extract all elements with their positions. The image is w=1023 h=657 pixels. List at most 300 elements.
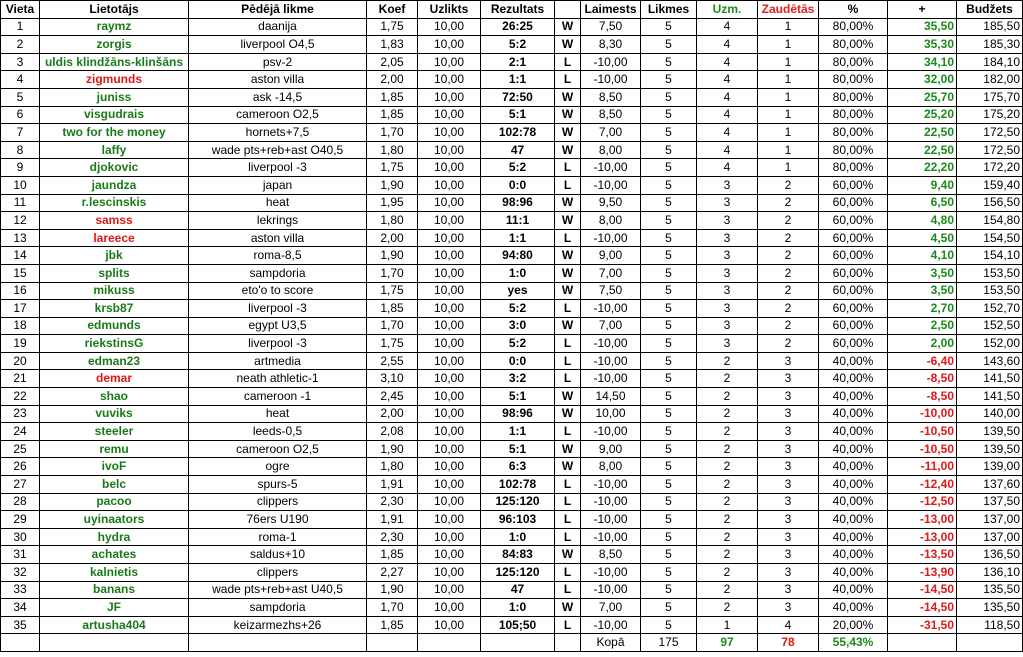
user-cell: kalnietis — [40, 564, 189, 582]
col-header-vieta[interactable]: Vieta — [1, 1, 40, 19]
bet-cell: spurs-5 — [189, 476, 367, 494]
uzlikts-cell: 10,00 — [418, 53, 481, 71]
table-row — [1, 159, 1023, 177]
plus-cell: -31,50 — [888, 616, 957, 634]
likmes-cell: 5 — [641, 581, 697, 599]
vieta-cell: 1 — [1, 18, 40, 36]
likmes-cell: 5 — [641, 528, 697, 546]
uzm-cell: 2 — [697, 564, 758, 582]
totals-empty-cell — [888, 634, 957, 652]
plus-cell: 35,50 — [888, 18, 957, 36]
budzets-cell: 172,50 — [957, 141, 1023, 159]
zaudetas-cell: 2 — [758, 264, 819, 282]
zaudetas-cell: 3 — [758, 352, 819, 370]
table-row — [1, 212, 1023, 230]
plus-cell: 4,10 — [888, 247, 957, 265]
koef-cell: 2,45 — [367, 388, 418, 406]
budzets-cell: 139,00 — [957, 458, 1023, 476]
koef-cell: 1,75 — [367, 159, 418, 177]
bet-cell: neath athletic-1 — [189, 370, 367, 388]
budzets-cell: 154,50 — [957, 229, 1023, 247]
col-header-koef[interactable]: Koef — [367, 1, 418, 19]
uzm-cell: 3 — [697, 247, 758, 265]
vieta-cell: 28 — [1, 493, 40, 511]
result-cell: 1:0 — [481, 264, 555, 282]
bet-cell: clippers — [189, 493, 367, 511]
uzlikts-cell: 10,00 — [418, 176, 481, 194]
plus-cell: -12,50 — [888, 493, 957, 511]
plus-cell: 3,50 — [888, 282, 957, 300]
vieta-cell: 32 — [1, 564, 40, 582]
zaudetas-cell: 1 — [758, 88, 819, 106]
zaudetas-cell: 2 — [758, 300, 819, 318]
col-header-pedeja-likme[interactable]: Pēdējā likme — [189, 1, 367, 19]
percent-cell: 40,00% — [819, 405, 888, 423]
uzlikts-cell: 10,00 — [418, 264, 481, 282]
uzlikts-cell: 10,00 — [418, 282, 481, 300]
budzets-cell: 140,00 — [957, 405, 1023, 423]
col-header-budzets[interactable]: Budžets — [957, 1, 1023, 19]
table-row — [1, 264, 1023, 282]
likmes-cell: 5 — [641, 176, 697, 194]
vieta-cell: 11 — [1, 194, 40, 212]
percent-cell: 80,00% — [819, 53, 888, 71]
laimests-cell: -10,00 — [581, 335, 641, 353]
result-cell: 102:78 — [481, 124, 555, 142]
win-loss-cell: L — [555, 564, 581, 582]
user-cell: zigmunds — [40, 71, 189, 89]
totals-zaudetas: 78 — [758, 634, 819, 652]
result-cell: 5:1 — [481, 106, 555, 124]
win-loss-cell: W — [555, 194, 581, 212]
vieta-cell: 25 — [1, 440, 40, 458]
koef-cell: 2,00 — [367, 229, 418, 247]
table-row — [1, 53, 1023, 71]
laimests-cell: -10,00 — [581, 71, 641, 89]
win-loss-cell: W — [555, 440, 581, 458]
win-loss-cell: W — [555, 124, 581, 142]
user-cell: mikuss — [40, 282, 189, 300]
user-cell: edman23 — [40, 352, 189, 370]
table-row — [1, 511, 1023, 529]
plus-cell: -13,00 — [888, 528, 957, 546]
percent-cell: 80,00% — [819, 71, 888, 89]
likmes-cell: 5 — [641, 18, 697, 36]
zaudetas-cell: 3 — [758, 599, 819, 617]
totals-likmes: 175 — [641, 634, 697, 652]
col-header-zaudetas[interactable]: Zaudētās — [758, 1, 819, 19]
bet-cell: artmedia — [189, 352, 367, 370]
zaudetas-cell: 2 — [758, 194, 819, 212]
laimests-cell: -10,00 — [581, 476, 641, 494]
table-row — [1, 423, 1023, 441]
header-row — [1, 1, 1023, 19]
likmes-cell: 5 — [641, 106, 697, 124]
bet-cell: cameroon O2,5 — [189, 106, 367, 124]
plus-cell: -8,50 — [888, 388, 957, 406]
uzm-cell: 3 — [697, 264, 758, 282]
user-cell: JF — [40, 599, 189, 617]
budzets-cell: 153,50 — [957, 264, 1023, 282]
totals-label: Kopā — [581, 634, 641, 652]
zaudetas-cell: 2 — [758, 247, 819, 265]
vieta-cell: 17 — [1, 300, 40, 318]
koef-cell: 1,85 — [367, 546, 418, 564]
zaudetas-cell: 2 — [758, 282, 819, 300]
user-cell: raymz — [40, 18, 189, 36]
user-cell: lareece — [40, 229, 189, 247]
user-cell: remu — [40, 440, 189, 458]
result-cell: 47 — [481, 141, 555, 159]
koef-cell: 1,85 — [367, 88, 418, 106]
win-loss-cell: L — [555, 71, 581, 89]
bet-cell: ask -14,5 — [189, 88, 367, 106]
vieta-cell: 16 — [1, 282, 40, 300]
vieta-cell: 18 — [1, 317, 40, 335]
table-row — [1, 564, 1023, 582]
laimests-cell: 9,50 — [581, 194, 641, 212]
budzets-cell: 184,10 — [957, 53, 1023, 71]
likmes-cell: 5 — [641, 511, 697, 529]
plus-cell: -10,00 — [888, 405, 957, 423]
uzm-cell: 4 — [697, 124, 758, 142]
uzlikts-cell: 10,00 — [418, 229, 481, 247]
uzm-cell: 4 — [697, 53, 758, 71]
koef-cell: 2,30 — [367, 528, 418, 546]
table-row — [1, 247, 1023, 265]
zaudetas-cell: 2 — [758, 229, 819, 247]
totals-empty-cell — [367, 634, 418, 652]
bet-cell: lekrings — [189, 212, 367, 230]
uzlikts-cell: 10,00 — [418, 581, 481, 599]
budzets-cell: 141,50 — [957, 388, 1023, 406]
likmes-cell: 5 — [641, 212, 697, 230]
uzm-cell: 2 — [697, 352, 758, 370]
result-cell: 0:0 — [481, 352, 555, 370]
uzm-cell: 2 — [697, 423, 758, 441]
budzets-cell: 152,50 — [957, 317, 1023, 335]
vieta-cell: 6 — [1, 106, 40, 124]
likmes-cell: 5 — [641, 264, 697, 282]
table-row — [1, 141, 1023, 159]
laimests-cell: 8,00 — [581, 141, 641, 159]
percent-cell: 60,00% — [819, 317, 888, 335]
laimests-cell: 9,00 — [581, 247, 641, 265]
col-header-percent[interactable]: % — [819, 1, 888, 19]
likmes-cell: 5 — [641, 282, 697, 300]
uzm-cell: 3 — [697, 317, 758, 335]
plus-cell: -13,50 — [888, 546, 957, 564]
likmes-cell: 5 — [641, 194, 697, 212]
table-row — [1, 458, 1023, 476]
user-cell: splits — [40, 264, 189, 282]
likmes-cell: 5 — [641, 423, 697, 441]
budzets-cell: 136,50 — [957, 546, 1023, 564]
uzlikts-cell: 10,00 — [418, 71, 481, 89]
vieta-cell: 7 — [1, 124, 40, 142]
percent-cell: 40,00% — [819, 388, 888, 406]
koef-cell: 1,91 — [367, 511, 418, 529]
uzlikts-cell: 10,00 — [418, 440, 481, 458]
koef-cell: 1,90 — [367, 247, 418, 265]
vieta-cell: 13 — [1, 229, 40, 247]
budzets-cell: 118,50 — [957, 616, 1023, 634]
budzets-cell: 182,00 — [957, 71, 1023, 89]
win-loss-cell: L — [555, 493, 581, 511]
laimests-cell: -10,00 — [581, 511, 641, 529]
result-cell: 1:0 — [481, 528, 555, 546]
vieta-cell: 30 — [1, 528, 40, 546]
uzm-cell: 2 — [697, 458, 758, 476]
percent-cell: 60,00% — [819, 212, 888, 230]
plus-cell: -14,50 — [888, 599, 957, 617]
likmes-cell: 5 — [641, 229, 697, 247]
laimests-cell: 7,50 — [581, 282, 641, 300]
uzm-cell: 2 — [697, 388, 758, 406]
uzm-cell: 3 — [697, 194, 758, 212]
percent-cell: 20,00% — [819, 616, 888, 634]
uzlikts-cell: 10,00 — [418, 141, 481, 159]
percent-cell: 60,00% — [819, 335, 888, 353]
percent-cell: 80,00% — [819, 18, 888, 36]
zaudetas-cell: 3 — [758, 564, 819, 582]
percent-cell: 60,00% — [819, 176, 888, 194]
plus-cell: -12,40 — [888, 476, 957, 494]
uzm-cell: 4 — [697, 18, 758, 36]
laimests-cell: -10,00 — [581, 423, 641, 441]
plus-cell: -10,50 — [888, 440, 957, 458]
result-cell: 84:83 — [481, 546, 555, 564]
percent-cell: 40,00% — [819, 581, 888, 599]
koef-cell: 1,83 — [367, 36, 418, 54]
col-header-uzlikts[interactable]: Uzlikts — [418, 1, 481, 19]
percent-cell: 60,00% — [819, 300, 888, 318]
win-loss-cell: W — [555, 88, 581, 106]
col-header-lietotajs[interactable]: Lietotājs — [40, 1, 189, 19]
percent-cell: 60,00% — [819, 229, 888, 247]
budzets-cell: 153,50 — [957, 282, 1023, 300]
bet-cell: psv-2 — [189, 53, 367, 71]
result-cell: 94:80 — [481, 247, 555, 265]
budzets-cell: 141,50 — [957, 370, 1023, 388]
table-row — [1, 616, 1023, 634]
uzlikts-cell: 10,00 — [418, 352, 481, 370]
result-cell: 5:1 — [481, 440, 555, 458]
laimests-cell: 8,50 — [581, 106, 641, 124]
vieta-cell: 27 — [1, 476, 40, 494]
budzets-cell: 137,60 — [957, 476, 1023, 494]
result-cell: 6:3 — [481, 458, 555, 476]
result-cell: 2:1 — [481, 53, 555, 71]
plus-cell: -8,50 — [888, 370, 957, 388]
vieta-cell: 8 — [1, 141, 40, 159]
user-cell: r.lescinskis — [40, 194, 189, 212]
percent-cell: 80,00% — [819, 88, 888, 106]
col-header-uzm[interactable]: Uzm. — [697, 1, 758, 19]
percent-cell: 60,00% — [819, 247, 888, 265]
plus-cell: 2,50 — [888, 317, 957, 335]
user-cell: visgudrais — [40, 106, 189, 124]
plus-cell: 2,70 — [888, 300, 957, 318]
likmes-cell: 5 — [641, 53, 697, 71]
plus-cell: 32,00 — [888, 71, 957, 89]
win-loss-cell: L — [555, 528, 581, 546]
plus-cell: 6,50 — [888, 194, 957, 212]
uzm-cell: 3 — [697, 282, 758, 300]
budzets-cell: 139,50 — [957, 423, 1023, 441]
win-loss-cell: W — [555, 106, 581, 124]
uzlikts-cell: 10,00 — [418, 194, 481, 212]
table-row — [1, 229, 1023, 247]
koef-cell: 1,85 — [367, 616, 418, 634]
result-cell: 102:78 — [481, 476, 555, 494]
uzlikts-cell: 10,00 — [418, 546, 481, 564]
vieta-cell: 9 — [1, 159, 40, 177]
uzlikts-cell: 10,00 — [418, 18, 481, 36]
uzlikts-cell: 10,00 — [418, 317, 481, 335]
vieta-cell: 33 — [1, 581, 40, 599]
totals-empty-cell — [189, 634, 367, 652]
totals-percent: 55,43% — [819, 634, 888, 652]
result-cell: 5:2 — [481, 300, 555, 318]
bet-cell: egypt U3,5 — [189, 317, 367, 335]
result-cell: 1:1 — [481, 229, 555, 247]
likmes-cell: 5 — [641, 370, 697, 388]
budzets-cell: 152,00 — [957, 335, 1023, 353]
koef-cell: 1,95 — [367, 194, 418, 212]
koef-cell: 1,80 — [367, 141, 418, 159]
laimests-cell: -10,00 — [581, 493, 641, 511]
koef-cell: 1,90 — [367, 176, 418, 194]
user-cell: hydra — [40, 528, 189, 546]
table-row — [1, 581, 1023, 599]
user-cell: belc — [40, 476, 189, 494]
col-header-likmes[interactable]: Likmes — [641, 1, 697, 19]
bet-cell: saldus+10 — [189, 546, 367, 564]
vieta-cell: 21 — [1, 370, 40, 388]
zaudetas-cell: 3 — [758, 493, 819, 511]
koef-cell: 2,08 — [367, 423, 418, 441]
bet-cell: keizarmezhs+26 — [189, 616, 367, 634]
plus-cell: 34,10 — [888, 53, 957, 71]
result-cell: 1:1 — [481, 71, 555, 89]
plus-cell: -13,00 — [888, 511, 957, 529]
zaudetas-cell: 1 — [758, 141, 819, 159]
col-header-rezultats[interactable]: Rezultats — [481, 1, 555, 19]
plus-cell: -6,40 — [888, 352, 957, 370]
win-loss-cell: W — [555, 317, 581, 335]
uzm-cell: 2 — [697, 581, 758, 599]
col-header-laimests[interactable]: Laimests — [581, 1, 641, 19]
bet-cell: cameroon O2,5 — [189, 440, 367, 458]
bet-cell: sampdoria — [189, 599, 367, 617]
result-cell: 5:2 — [481, 36, 555, 54]
likmes-cell: 5 — [641, 388, 697, 406]
table-row — [1, 88, 1023, 106]
likmes-cell: 5 — [641, 599, 697, 617]
uzm-cell: 4 — [697, 71, 758, 89]
uzlikts-cell: 10,00 — [418, 212, 481, 230]
bet-cell: leeds-0,5 — [189, 423, 367, 441]
percent-cell: 40,00% — [819, 476, 888, 494]
totals-empty-cell — [957, 634, 1023, 652]
percent-cell: 80,00% — [819, 124, 888, 142]
likmes-cell: 5 — [641, 352, 697, 370]
win-loss-cell: L — [555, 581, 581, 599]
result-cell: 98:96 — [481, 405, 555, 423]
uzlikts-cell: 10,00 — [418, 423, 481, 441]
koef-cell: 1,75 — [367, 18, 418, 36]
koef-cell: 1,70 — [367, 264, 418, 282]
zaudetas-cell: 1 — [758, 18, 819, 36]
table-row — [1, 36, 1023, 54]
plus-cell: 22,50 — [888, 141, 957, 159]
vieta-cell: 12 — [1, 212, 40, 230]
likmes-cell: 5 — [641, 71, 697, 89]
col-header-wl[interactable] — [555, 1, 581, 19]
budzets-cell: 175,20 — [957, 106, 1023, 124]
bet-cell: hornets+7,5 — [189, 124, 367, 142]
col-header-plus[interactable]: + — [888, 1, 957, 19]
vieta-cell: 22 — [1, 388, 40, 406]
win-loss-cell: W — [555, 212, 581, 230]
uzm-cell: 2 — [697, 493, 758, 511]
win-loss-cell: L — [555, 176, 581, 194]
win-loss-cell: W — [555, 247, 581, 265]
uzlikts-cell: 10,00 — [418, 106, 481, 124]
percent-cell: 40,00% — [819, 370, 888, 388]
percent-cell: 40,00% — [819, 546, 888, 564]
win-loss-cell: W — [555, 18, 581, 36]
likmes-cell: 5 — [641, 458, 697, 476]
zaudetas-cell: 1 — [758, 53, 819, 71]
plus-cell: 4,50 — [888, 229, 957, 247]
win-loss-cell: L — [555, 229, 581, 247]
percent-cell: 40,00% — [819, 528, 888, 546]
bet-cell: heat — [189, 194, 367, 212]
user-cell: jbk — [40, 247, 189, 265]
koef-cell: 1,91 — [367, 476, 418, 494]
vieta-cell: 31 — [1, 546, 40, 564]
uzlikts-cell: 10,00 — [418, 247, 481, 265]
uzlikts-cell: 10,00 — [418, 599, 481, 617]
result-cell: 96:103 — [481, 511, 555, 529]
user-cell: ivoF — [40, 458, 189, 476]
budzets-cell: 156,50 — [957, 194, 1023, 212]
budzets-cell: 137,50 — [957, 493, 1023, 511]
result-cell: 125:120 — [481, 493, 555, 511]
bet-cell: clippers — [189, 564, 367, 582]
zaudetas-cell: 3 — [758, 528, 819, 546]
likmes-cell: 5 — [641, 405, 697, 423]
bet-cell: liverpool O4,5 — [189, 36, 367, 54]
user-cell: edmunds — [40, 317, 189, 335]
likmes-cell: 5 — [641, 300, 697, 318]
laimests-cell: -10,00 — [581, 581, 641, 599]
result-cell: yes — [481, 282, 555, 300]
zaudetas-cell: 3 — [758, 476, 819, 494]
budzets-cell: 137,00 — [957, 528, 1023, 546]
zaudetas-cell: 1 — [758, 36, 819, 54]
bet-cell: ogre — [189, 458, 367, 476]
laimests-cell: 7,00 — [581, 599, 641, 617]
likmes-cell: 5 — [641, 317, 697, 335]
koef-cell: 1,90 — [367, 581, 418, 599]
user-cell: juniss — [40, 88, 189, 106]
table-row — [1, 317, 1023, 335]
user-cell: riekstinsG — [40, 335, 189, 353]
table-row — [1, 300, 1023, 318]
